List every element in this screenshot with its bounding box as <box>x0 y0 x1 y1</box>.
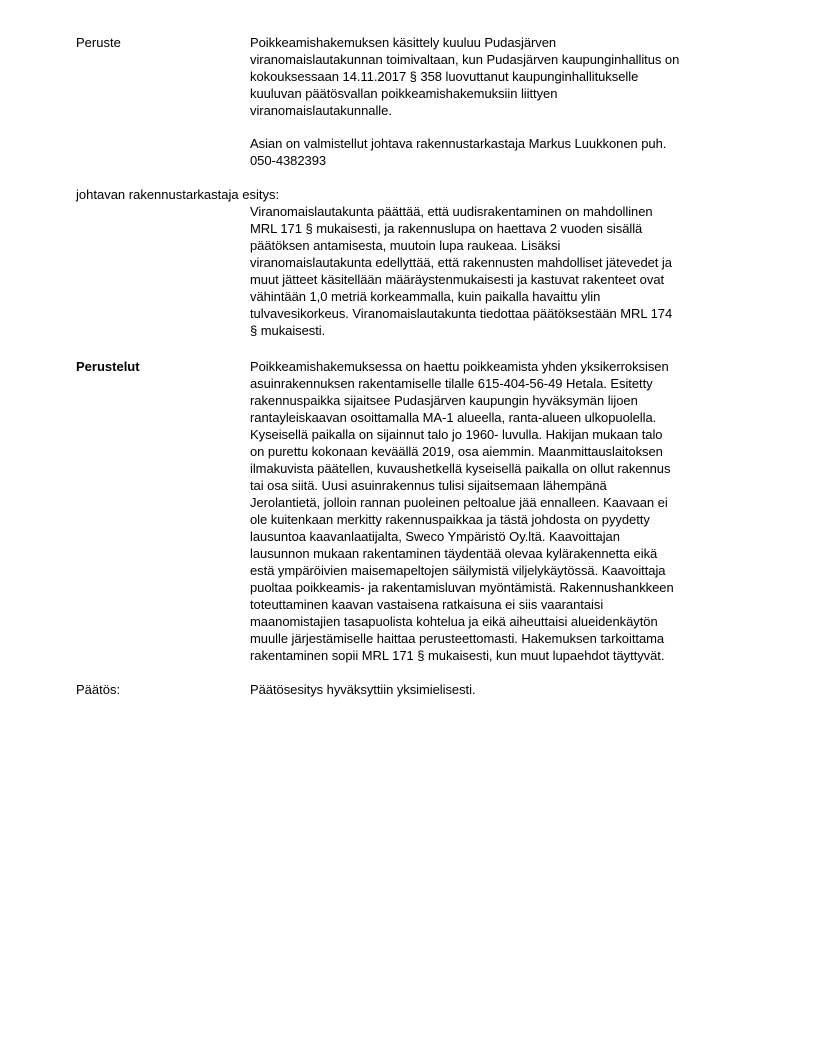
esitys-paragraph: Viranomaislautakunta päättää, että uudisrakentaminen on mahdollinen MRL 171 § mukaisesti, ja rakennuslupa on haettava 2 vuoden sisällä päätöksen antamisesta, muutoin lupa raukeaa. Lisäksi viranomaislautakunta edellyttää, että rakennusten mahdolliset jätevedet ja muut jätteet käsitellään määräystenmukaisesti ja kastuvat rakenteet ovat vähintään 1,0 metriä korkeammalla, kuin paikalla havaittu ylin tulvavesikorkeus. Viranomaislautakunta tiedottaa päätöksestään MRL 174 § mukaisesti. <box>250 204 673 338</box>
perustelut-paragraph: Poikkeamishakemuksessa on haettu poikkeamista yhden yksikerroksisen asuinrakennuksen rakentamiselle tilalle 615-404-56-49 Hetala. Esitetty rakennuspaikka sijaitsee Pudasjärven kaupungin hyväksymän lijoen rantayleiskaavan osoittamalla MA-1 alueella, ranta-alueen ulkopuolella. Kyseisellä paikalla on sijainnut talo jo 1960- luvulla. Hakijan mukaan talo on purettu kokonaan keväällä 2019, osa aiemmin. Maanmittauslaitoksen ilmakuvista päätellen, kuvaushetkellä kyseisellä paikalla on ollut rakennus tai osa siitä. Uusi asuinrakennus tulisi sijaitsemaan lähempänä Jerolantietä, jolloin rannan puoleinen peltoalue jää ennalleen. Kaavaan ei ole kuitenkaan merkitty rakennuspaikkaa ja tästä johdosta on pyydetty lausuntoa kaavanlaatijalta, Sweco Ympäristö Oy.ltä. Kaavoittajan lausunnon mukaan rakentaminen täydentää olevaa kylärakennetta eikä estä ympäröivien maisemapeltojen säilymistä viljelykäytössä. Kaavoittaja puoltaa poikkeamis- ja rakentamisluvan myöntämistä. Rakennushankkeen toteuttaminen kaavan vastaisena ratkaisuna ei siis vaarantaisi maanomistajien tasapuolista kohtelua ja eikä aiheuttaisi alueidenkäytön muulle järjestämiselle haittaa perusteettomasti. Hakemuksen tarkoittama rakentaminen sopii MRL 171 § mukaisesti, kun muut lupaehdot täyttyvät. <box>250 359 674 663</box>
peruste-label: Peruste <box>76 35 121 50</box>
preparer-paragraph: Asian on valmistellut johtava rakennustarkastaja Markus Luukkonen puh. 050-4382393 <box>250 136 667 168</box>
paatos-paragraph: Päätösesitys hyväksyttiin yksimielisesti. <box>250 682 476 697</box>
esitys-label: johtavan rakennustarkastaja esitys: <box>76 187 280 202</box>
peruste-paragraph: Poikkeamishakemuksen käsittely kuuluu Pudasjärven viranomaislautakunnan toimivaltaan, kun Pudasjärven kaupunginhallitus on kokouksessaan 14.11.2017 § 358 luovuttanut kaupunginhallitukselle kuuluvan päätösvallan poikkeamishakemuksiin liittyen viranomaislautakunnalle. <box>250 35 680 118</box>
paatos-label: Päätös: <box>76 682 121 697</box>
perustelut-label: Perustelut <box>76 359 140 374</box>
